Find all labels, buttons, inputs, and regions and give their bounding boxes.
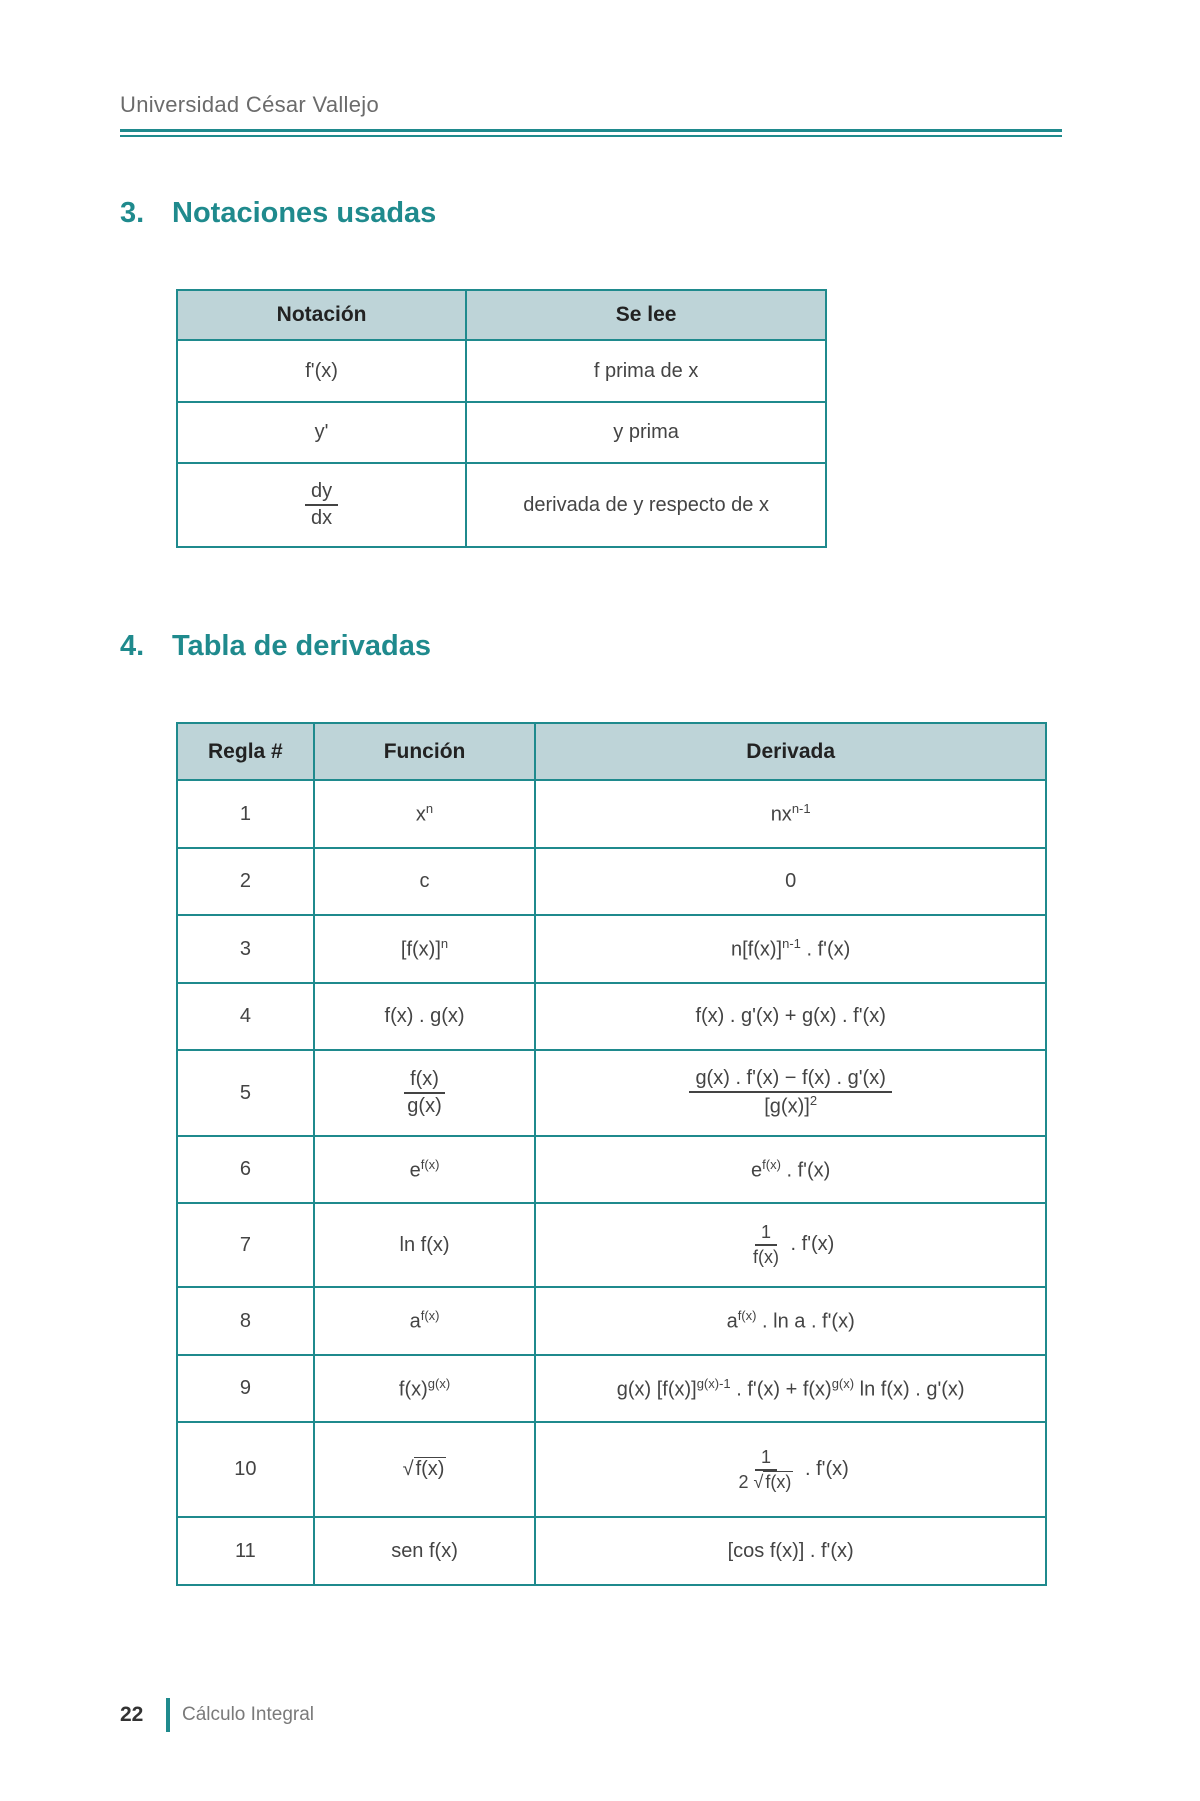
fraction-denominator (758, 1093, 823, 1119)
rule-number: 8 (177, 1287, 314, 1355)
derivative-cell (535, 1287, 1046, 1355)
radical-sign-icon: √ (402, 1458, 414, 1480)
section-3-heading (120, 197, 436, 230)
base: [g(x)] (764, 1095, 810, 1118)
table-row (177, 848, 1046, 915)
header-notacion: Notación (177, 290, 466, 340)
derivatives-table (176, 722, 1047, 1586)
square-root (754, 1472, 794, 1493)
radical-sign-icon: √ (753, 1471, 764, 1492)
exponent: n (440, 936, 449, 952)
section-4-heading (120, 630, 431, 663)
derivative-cell (535, 1203, 1046, 1287)
header-funcion: Función (314, 723, 536, 780)
function-cell (314, 1136, 536, 1203)
header-se-lee: Se lee (466, 290, 826, 340)
exponent: n-1 (782, 936, 801, 952)
section-title: Tabla de derivadas (172, 630, 431, 662)
rule-number: 2 (177, 848, 314, 915)
table-row (177, 340, 826, 402)
derivative-cell: f(x) . g'(x) + g(x) . f'(x) (535, 983, 1046, 1050)
table-row (177, 1203, 1046, 1287)
derivative-cell (535, 780, 1046, 848)
base: [f(x)] (400, 938, 441, 961)
exponent: n (425, 801, 434, 817)
derivative-cell (535, 915, 1046, 983)
fraction-denominator: dx (311, 507, 333, 529)
function-cell (314, 1287, 536, 1355)
function-cell: ln f(x) (314, 1203, 536, 1287)
tail: . f'(x) (780, 1159, 831, 1182)
square-root (403, 1458, 447, 1481)
derivative-cell (535, 1136, 1046, 1203)
table-row (177, 1136, 1046, 1203)
table-row (177, 463, 826, 547)
fraction-numerator: dy (305, 480, 338, 506)
function-cell: c (314, 848, 536, 915)
fraction-denominator: g(x) (407, 1095, 442, 1117)
table-row (177, 983, 1046, 1050)
section-number: 4. (120, 630, 145, 662)
tail: ln f(x) . g'(x) (854, 1378, 965, 1401)
notation-cell (177, 463, 466, 547)
notation-cell: y' (177, 402, 466, 463)
table-row (177, 915, 1046, 983)
derivative-cell (535, 1050, 1046, 1136)
rule-number: 11 (177, 1517, 314, 1585)
derivative-cell (535, 1422, 1046, 1517)
tail: . ln a . f'(x) (756, 1310, 855, 1333)
function-cell (314, 1050, 536, 1136)
middle: . f'(x) + f(x) (730, 1378, 832, 1401)
rule-number: 4 (177, 983, 314, 1050)
exponent: f(x) (420, 1308, 440, 1324)
rule-number: 6 (177, 1136, 314, 1203)
fraction-denominator: f(x) (752, 1247, 779, 1267)
table-header-row (177, 290, 826, 340)
radicand: f(x) (765, 1471, 792, 1492)
reading-cell: derivada de y respecto de x (466, 463, 826, 547)
fraction (733, 1447, 800, 1492)
fraction (305, 480, 338, 530)
tail: . f'(x) (800, 938, 851, 961)
header-rule (120, 129, 1062, 137)
function-cell (314, 915, 536, 983)
exponent: 2 (809, 1093, 818, 1109)
exponent: f(x) (420, 1156, 440, 1172)
derivative-cell: [cos f(x)] . f'(x) (535, 1517, 1046, 1585)
table-row (177, 402, 826, 463)
table-row (177, 1287, 1046, 1355)
notation-cell: f'(x) (177, 340, 466, 402)
tail: . f'(x) (784, 1233, 835, 1256)
rule-number: 1 (177, 780, 314, 848)
table-header-row (177, 723, 1046, 780)
footer-title: Cálculo Integral (182, 1704, 315, 1725)
header-regla: Regla # (177, 723, 314, 780)
base: e (409, 1159, 421, 1182)
section-title: Notaciones usadas (172, 197, 437, 229)
function-cell: f(x) . g(x) (314, 983, 536, 1050)
fraction (689, 1067, 891, 1119)
footer-divider (166, 1698, 170, 1732)
section-number: 3. (120, 197, 145, 229)
fraction-numerator: 1 (755, 1222, 777, 1246)
exponent: g(x) (427, 1375, 451, 1391)
derivative-cell (535, 1355, 1046, 1422)
tail: . f'(x) (799, 1457, 849, 1480)
fraction-numerator: g(x) . f'(x) − f(x) . g'(x) (689, 1067, 891, 1093)
rule-number: 9 (177, 1355, 314, 1422)
base: a (409, 1310, 421, 1333)
base: f(x) (398, 1378, 428, 1401)
exponent: f(x) (737, 1308, 757, 1324)
base: n[f(x)] (731, 938, 783, 961)
header-derivada: Derivada (535, 723, 1046, 780)
rule-number: 10 (177, 1422, 314, 1517)
fraction-denominator (733, 1471, 800, 1493)
exponent: g(x)-1 (696, 1375, 731, 1391)
fraction (401, 1068, 447, 1118)
function-cell (314, 1422, 536, 1517)
table-row (177, 1355, 1046, 1422)
exponent: f(x) (762, 1156, 781, 1172)
function-cell: sen f(x) (314, 1517, 536, 1585)
function-cell (314, 780, 536, 848)
base: x (415, 803, 426, 826)
base: g(x) [f(x)] (616, 1378, 697, 1401)
table-row (177, 780, 1046, 848)
derivative-cell: 0 (535, 848, 1046, 915)
base: nx (770, 803, 792, 826)
table-row (177, 1517, 1046, 1585)
fraction (747, 1222, 785, 1267)
table-row (177, 1050, 1046, 1136)
rule-number: 7 (177, 1203, 314, 1287)
page-number: 22 (120, 1703, 144, 1726)
fraction-numerator: 1 (755, 1447, 777, 1471)
function-cell (314, 1355, 536, 1422)
base: a (726, 1310, 738, 1333)
reading-cell: y prima (466, 402, 826, 463)
exponent: n-1 (791, 801, 811, 817)
exponent: g(x) (831, 1375, 855, 1391)
base: e (751, 1159, 763, 1182)
fraction-numerator: f(x) (404, 1068, 445, 1094)
reading-cell: f prima de x (466, 340, 826, 402)
radicand: f(x) (415, 1458, 445, 1480)
coefficient: 2 (738, 1471, 749, 1492)
rule-number: 3 (177, 915, 314, 983)
page-footer (120, 1698, 314, 1732)
table-row (177, 1422, 1046, 1517)
rule-number: 5 (177, 1050, 314, 1136)
notations-table (176, 289, 827, 548)
running-header: Universidad César Vallejo (120, 92, 379, 117)
